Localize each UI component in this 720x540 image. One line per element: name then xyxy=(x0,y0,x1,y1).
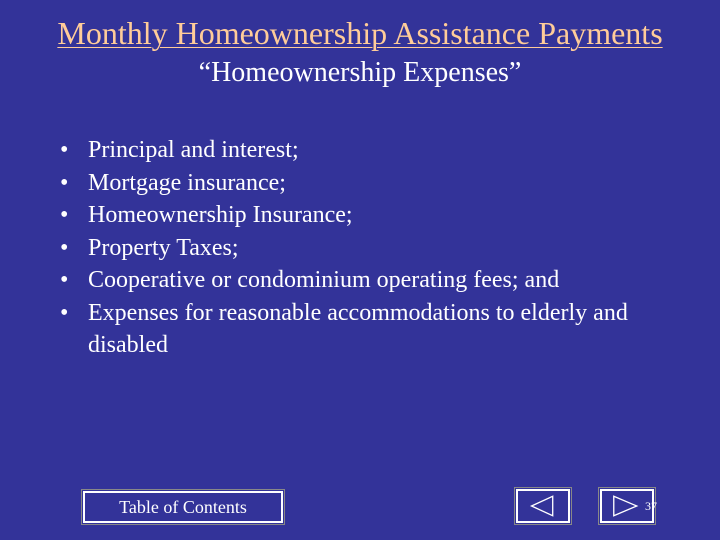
slide-subtitle: “Homeownership Expenses” xyxy=(198,57,522,88)
bullet-icon: • xyxy=(60,202,69,228)
bullet-list xyxy=(60,134,700,361)
bullet-text: Property Taxes; xyxy=(88,234,239,261)
page-number: 37 xyxy=(645,499,657,513)
bullet-icon: • xyxy=(60,169,69,196)
bullet-text: Cooperative or condominium operating fees; and xyxy=(88,267,560,293)
bullet-item xyxy=(60,134,700,166)
triangle-left-icon xyxy=(518,491,568,521)
bullet-text: Expenses for reasonable accommodations to elderly and disabled xyxy=(88,299,628,358)
bullet-icon: • xyxy=(60,137,69,163)
bullet-text: Homeownership Insurance; xyxy=(88,202,353,228)
table-of-contents-button[interactable]: Table of Contents xyxy=(83,491,283,523)
bullet-item xyxy=(60,264,700,296)
bullet-text: Mortgage insurance; xyxy=(88,169,286,196)
slide-title: Monthly Homeownership Assistance Payments xyxy=(57,15,663,51)
previous-slide-button[interactable] xyxy=(516,489,570,523)
bullet-item xyxy=(60,232,700,264)
bullet-item xyxy=(60,199,700,231)
bullet-item xyxy=(60,297,700,361)
bullet-icon: • xyxy=(60,234,69,261)
bullet-icon: • xyxy=(60,299,69,326)
bullet-text: Principal and interest; xyxy=(88,137,299,163)
bullet-icon: • xyxy=(60,267,69,293)
bullet-item xyxy=(60,167,700,199)
